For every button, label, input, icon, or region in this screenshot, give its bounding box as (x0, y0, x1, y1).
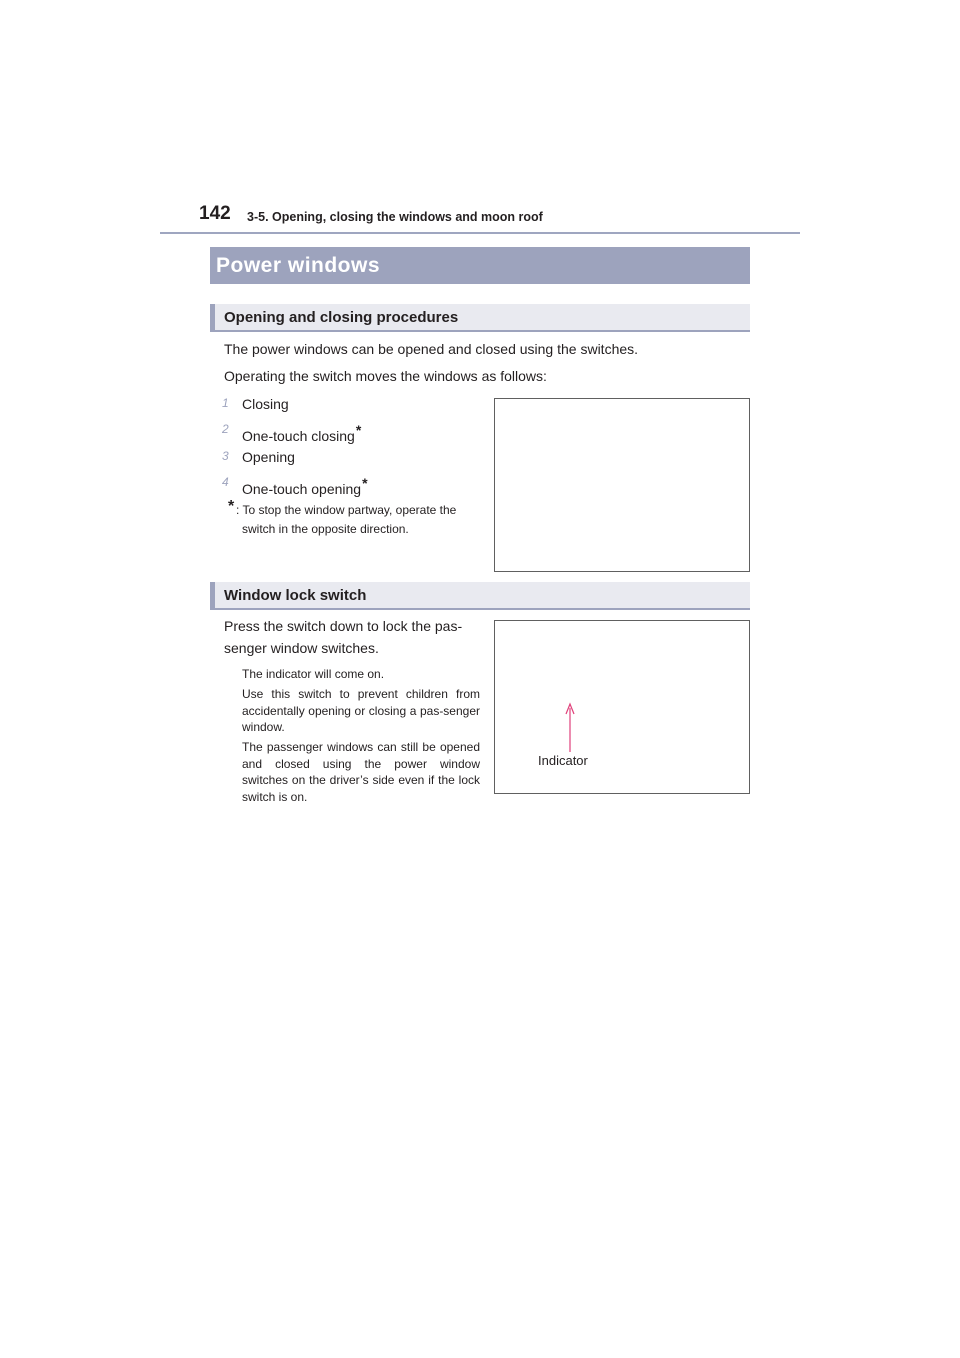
list-item-label: One-touch closing (242, 428, 355, 444)
lock-body-line-2: senger window switches. (224, 640, 379, 656)
opening-intro: The power windows can be opened and closed using the switches. (224, 341, 639, 357)
lock-body-line-1: Press the switch down to lock the pas- (224, 618, 463, 634)
switch-illustration (494, 398, 750, 572)
lock-note-children: Use this switch to prevent children from accidentally opening or closing a pas-senger window. (242, 687, 480, 734)
item-number-4: 4 (222, 475, 229, 489)
item-number-1: 1 (222, 396, 229, 410)
lock-note-indicator: The indicator will come on. (242, 667, 385, 681)
footnote-star: * (362, 475, 368, 491)
page-number: 142 (199, 203, 231, 224)
indicator-label: Indicator (538, 753, 588, 768)
list-item-label: Closing (242, 396, 289, 412)
list-item-closing (242, 396, 289, 412)
list-item-one-touch-opening (242, 475, 368, 497)
footnote-star: * (355, 422, 362, 438)
section-title: 3-5. Opening, closing the windows and moon roof (247, 210, 543, 224)
lock-switch-illustration (494, 620, 750, 794)
page-title: Power windows (210, 247, 750, 284)
indicator-arrow-icon (560, 702, 580, 756)
footnote-line-1: : To stop the window partway, operate the (236, 503, 457, 517)
item-number-2: 2 (222, 422, 229, 436)
footnote-line-2: switch in the opposite direction. (242, 522, 409, 536)
header-divider (160, 232, 800, 234)
item-number-3: 3 (222, 449, 229, 463)
opening-section-heading: Opening and closing procedures (210, 304, 750, 332)
opening-intro-2: Operating the switch moves the windows as follows: (224, 368, 547, 384)
lock-note-driver-side: The passenger windows can still be opened and closed using the power window switches on the driver’s side even if the lock switch is on. (242, 740, 480, 804)
footnote-mark: * (228, 498, 235, 515)
list-item-label: Opening (242, 449, 295, 465)
lock-section-heading: Window lock switch (210, 582, 750, 610)
list-item-opening (242, 449, 295, 465)
list-item-one-touch-closing (242, 422, 361, 444)
list-item-label: One-touch opening (242, 481, 362, 497)
